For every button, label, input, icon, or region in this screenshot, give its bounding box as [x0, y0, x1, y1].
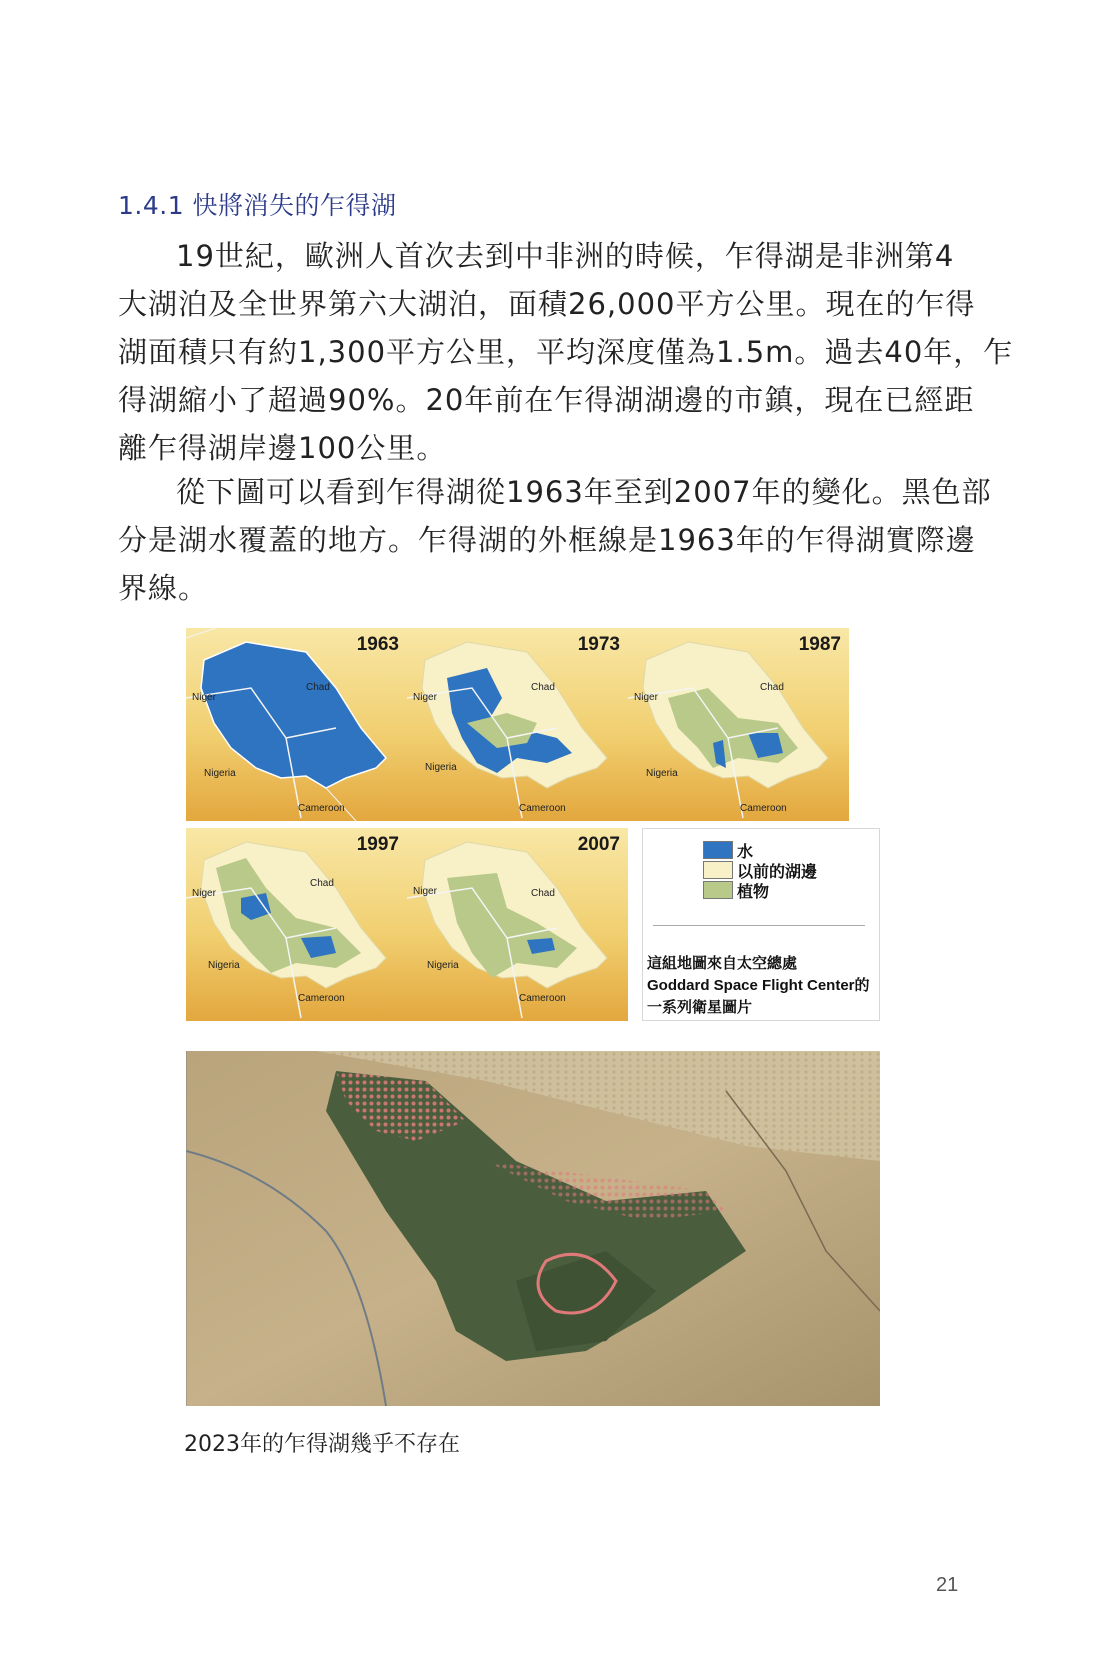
map-panel-2007	[407, 828, 628, 1021]
country-label-cameroon: Cameroon	[740, 803, 787, 814]
credit-line: 這組地圖來自太空總處	[647, 955, 798, 972]
paragraph-2	[118, 468, 992, 612]
map-year-label: 2007	[577, 834, 620, 855]
map-year-label: 1973	[577, 634, 620, 655]
country-label-cameroon: Cameroon	[298, 803, 345, 814]
map-year-label: 1997	[356, 834, 399, 855]
map-year-label: 1987	[798, 634, 841, 655]
image-credit	[647, 953, 870, 1019]
country-label-nigeria: Nigeria	[204, 768, 236, 779]
paragraph-1	[118, 232, 1014, 472]
country-label-niger: Niger	[192, 888, 216, 899]
map-legend	[642, 828, 880, 1021]
legend-row-water	[703, 841, 753, 859]
text-line: 得湖縮小了超過90%。20年前在乍得湖湖邊的市鎮，現在已經距	[118, 383, 975, 417]
country-label-chad: Chad	[310, 878, 334, 889]
country-label-nigeria: Nigeria	[425, 762, 457, 773]
lake-map-1973	[407, 628, 628, 821]
swatch-vegetation	[703, 881, 733, 899]
swatch-former-shore	[703, 861, 733, 879]
text-line: 分是湖水覆蓋的地方。乍得湖的外框線是1963年的乍得湖實際邊	[118, 523, 976, 557]
lake-map-2007	[407, 828, 628, 1021]
text-line: 從下圖可以看到乍得湖從1963年至到2007年的變化。黑色部	[176, 475, 992, 509]
lake-map-1997	[186, 828, 407, 1021]
country-label-niger: Niger	[413, 692, 437, 703]
section-heading: 1.4.1 快將消失的乍得湖	[118, 191, 397, 220]
country-label-niger: Niger	[634, 692, 658, 703]
country-label-chad: Chad	[760, 682, 784, 693]
credit-line: Goddard Space Flight Center的	[647, 977, 870, 994]
legend-label: 水	[737, 841, 754, 861]
map-year-label: 1963	[356, 634, 399, 655]
country-label-nigeria: Nigeria	[427, 960, 459, 971]
map-panel-1973	[407, 628, 628, 821]
credit-line: 一系列衛星圖片	[647, 999, 753, 1016]
legend-row-former-shore	[703, 861, 817, 879]
map-panel-1997	[186, 828, 407, 1021]
text-line: 19世紀，歐洲人首次去到中非洲的時候，乍得湖是非洲第4	[176, 239, 955, 273]
text-line: 湖面積只有約1,300平方公里，平均深度僅為1.5m。過去40年，乍	[118, 335, 1014, 369]
lake-map-1987	[628, 628, 849, 821]
figure-caption: 2023年的乍得湖幾乎不存在	[184, 1432, 460, 1457]
legend-label: 以前的湖邊	[737, 861, 818, 881]
country-label-chad: Chad	[531, 888, 555, 899]
map-panel-1963	[186, 628, 407, 821]
text-line: 離乍得湖岸邊100公里。	[118, 431, 447, 465]
text-line: 大湖泊及全世界第六大湖泊，面積26,000平方公里。現在的乍得	[118, 287, 976, 321]
page-number: 21	[936, 1574, 959, 1596]
country-label-chad: Chad	[531, 682, 555, 693]
country-label-cameroon: Cameroon	[519, 803, 566, 814]
satellite-image-2023	[186, 1051, 880, 1406]
country-label-niger: Niger	[192, 692, 216, 703]
lake-map-1963	[186, 628, 407, 821]
lake-chad-map-series	[186, 628, 880, 1020]
country-label-chad: Chad	[306, 682, 330, 693]
country-label-nigeria: Nigeria	[646, 768, 678, 779]
country-label-niger: Niger	[413, 886, 437, 897]
legend-label: 植物	[737, 881, 770, 901]
swatch-water	[703, 841, 733, 859]
text-line: 界線。	[118, 571, 209, 605]
country-label-cameroon: Cameroon	[519, 993, 566, 1004]
map-panel-1987	[628, 628, 849, 821]
country-label-cameroon: Cameroon	[298, 993, 345, 1004]
legend-row-vegetation	[703, 881, 769, 899]
country-label-nigeria: Nigeria	[208, 960, 240, 971]
legend-divider	[653, 925, 865, 926]
satellite-map	[186, 1051, 880, 1406]
